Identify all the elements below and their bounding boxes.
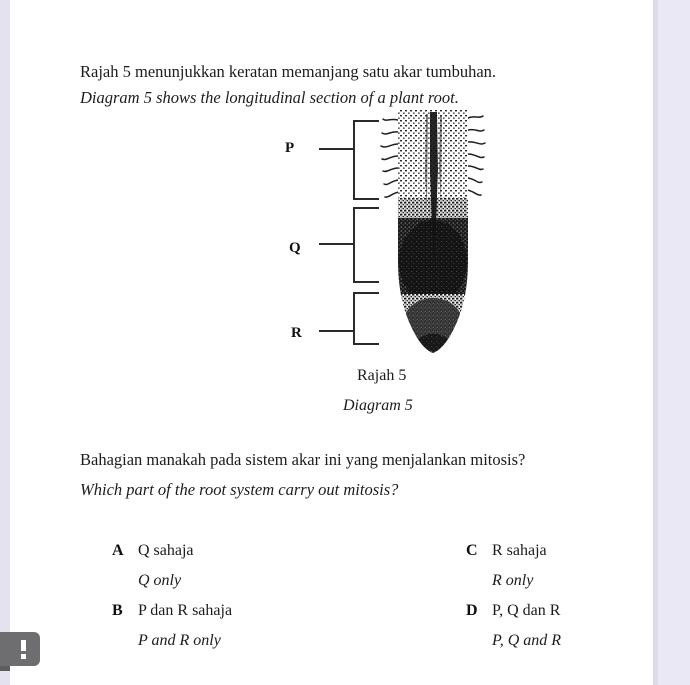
leader-line-q [319, 243, 353, 245]
alert-badge[interactable] [0, 632, 40, 666]
root-diagram [275, 110, 505, 360]
option-c-text-english[interactable]: R only [492, 572, 534, 589]
option-d-letter[interactable]: D [466, 602, 478, 619]
stem-text-malay: Rajah 5 menunjukkan keratan memanjang satu akar tumbuhan. [80, 62, 497, 81]
diagram-caption-english: Diagram 5 [343, 397, 413, 414]
bracket-r [353, 292, 379, 345]
option-c-letter[interactable]: C [466, 542, 478, 559]
bracket-q [353, 207, 379, 283]
option-a-text-english[interactable]: Q only [138, 572, 182, 589]
leader-line-p [319, 148, 353, 150]
option-b-text-english[interactable]: P and R only [138, 632, 221, 649]
option-c-text-malay[interactable]: R sahaja [492, 542, 547, 559]
diagram-label-r: R [291, 325, 302, 341]
option-b-text-malay[interactable]: P dan R sahaja [138, 602, 233, 619]
diagram-label-q: Q [289, 240, 301, 256]
option-b-letter[interactable]: B [112, 602, 123, 619]
bracket-p [353, 120, 379, 200]
stem-text-english: Diagram 5 shows the longitudinal section of a plant root. [80, 88, 459, 107]
question-text-malay: Bahagian manakah pada sistem akar ini yang menjalankan mitosis? [80, 450, 526, 469]
diagram-label-p: P [285, 140, 295, 156]
option-d-text-malay[interactable]: P, Q dan R [492, 602, 561, 619]
diagram-caption-malay: Rajah 5 [357, 367, 407, 384]
option-a-letter[interactable]: A [112, 542, 124, 559]
root-longitudinal-section-illustration [380, 110, 486, 355]
leader-line-r [319, 330, 353, 332]
question-text-english: Which part of the root system carry out mitosis? [80, 480, 399, 499]
option-a-text-malay[interactable]: Q sahaja [138, 542, 194, 559]
option-d-text-english[interactable]: P, Q and R [492, 632, 562, 649]
exclamation-icon [21, 640, 26, 659]
